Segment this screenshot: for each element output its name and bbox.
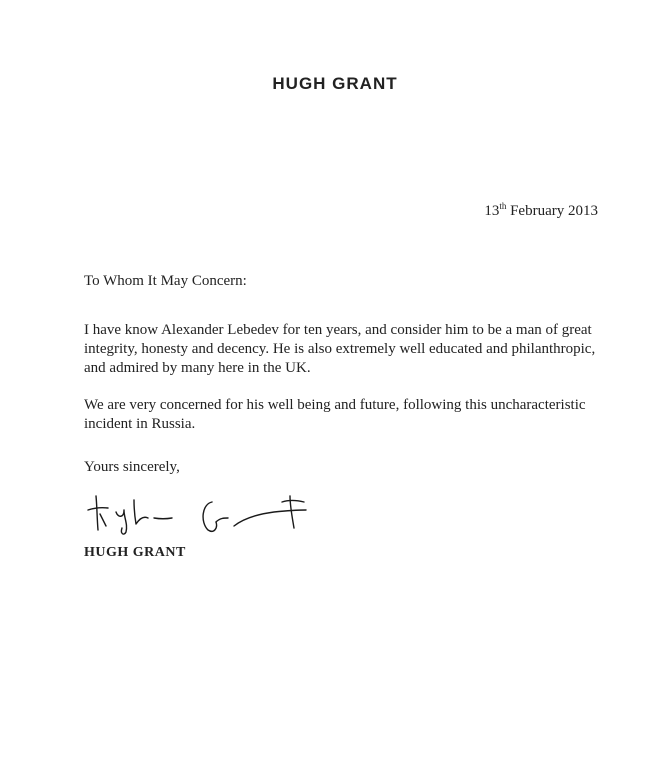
body-paragraph-1: [84, 321, 604, 378]
letterhead-name: HUGH GRANT: [272, 74, 398, 93]
salutation: To Whom It May Concern:: [84, 273, 247, 289]
body-paragraph-2: [84, 396, 604, 434]
date-day: 13: [484, 203, 500, 219]
paragraph-1-line-1: I have know Alexander Lebedev for ten years, and consider him to be a man of great: [84, 322, 592, 338]
paragraph-2-line-1: We are very concerned for his well being and future, following this uncharacteristic: [84, 397, 586, 413]
closing: Yours sincerely,: [84, 459, 180, 475]
date-rest: February 2013: [506, 203, 598, 219]
paragraph-1-line-3: and admired by many here in the UK.: [84, 360, 311, 376]
letter-date: [484, 203, 598, 220]
handwritten-signature-icon: [84, 488, 324, 538]
paragraph-1-line-2: integrity, honesty and decency. He is also extremely well educated and philanthropic,: [84, 341, 596, 357]
signatory-name: HUGH GRANT: [84, 545, 186, 560]
date-suffix: th: [499, 201, 507, 211]
paragraph-2-line-2: incident in Russia.: [84, 416, 196, 432]
